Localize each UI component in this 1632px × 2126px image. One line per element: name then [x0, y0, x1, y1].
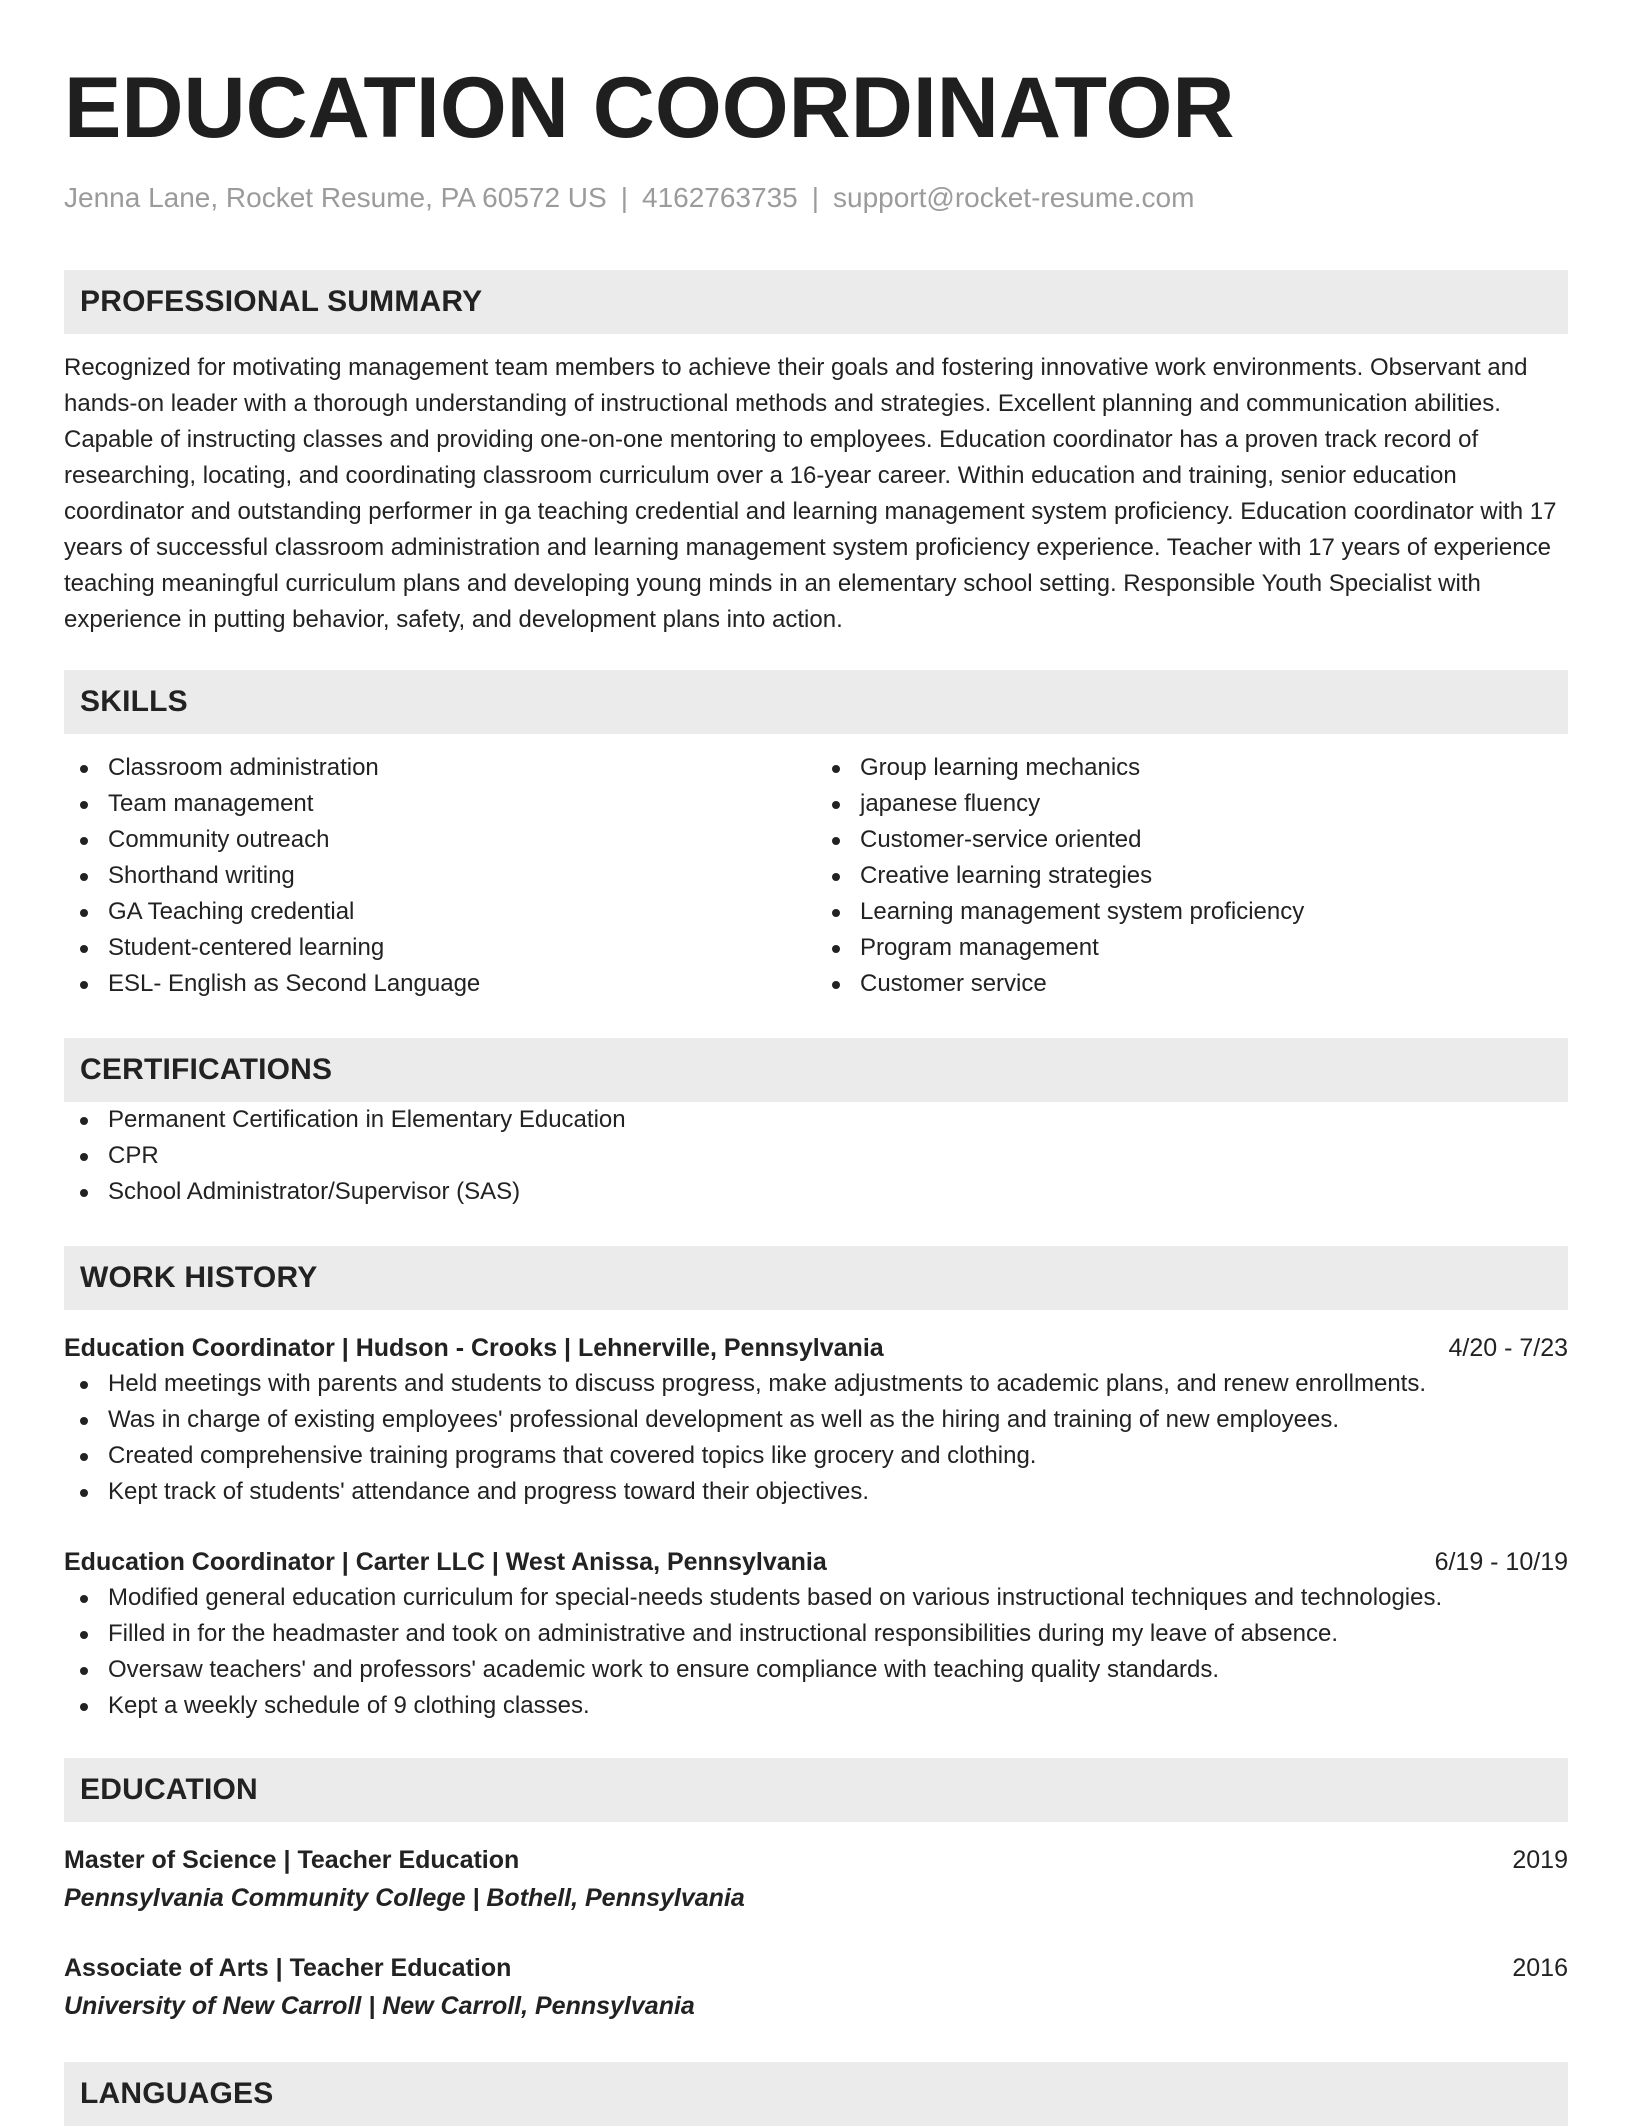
list-item: Student-centered learning: [64, 930, 816, 966]
skills-list: [64, 750, 1568, 1002]
list-item: Program management: [816, 930, 1568, 966]
section-heading-summary: PROFESSIONAL SUMMARY: [64, 270, 1568, 334]
list-item: Created comprehensive training programs that covered topics like grocery and clothing.: [64, 1438, 1568, 1474]
list-item: Permanent Certification in Elementary Education: [64, 1102, 1568, 1138]
job-entry-header: [64, 1330, 1568, 1366]
degree-title: Master of Science | Teacher Education: [64, 1846, 520, 1874]
degree-title: Associate of Arts | Teacher Education: [64, 1954, 512, 1982]
list-item: Customer service: [816, 966, 1568, 1002]
job-bullets: [64, 1366, 1568, 1510]
list-item: Held meetings with parents and students to discuss progress, make adjustments to academic plans, and renew enrollments.: [64, 1366, 1568, 1402]
job-dates: 6/19 - 10/19: [1434, 1548, 1568, 1576]
contact-phone: 4162763735: [642, 182, 798, 213]
list-item: Learning management system proficiency: [816, 894, 1568, 930]
page-title: EDUCATION COORDINATOR: [64, 60, 1235, 156]
list-item: Classroom administration: [64, 750, 816, 786]
education-entry-header: [64, 1950, 1568, 1986]
contact-separator: |: [811, 182, 820, 213]
list-item: Was in charge of existing employees' professional development as well as the hiring and training of new employees.: [64, 1402, 1568, 1438]
contact-separator: |: [620, 182, 628, 213]
job-entry-header: [64, 1544, 1568, 1580]
degree-year: 2019: [1512, 1846, 1568, 1874]
list-item: Kept a weekly schedule of 9 clothing classes.: [64, 1688, 1568, 1724]
list-item: Kept track of students' attendance and progress toward their objectives.: [64, 1474, 1568, 1510]
list-item: ESL- English as Second Language: [64, 966, 816, 1002]
certifications-list: [64, 1102, 1568, 1210]
degree-year: 2016: [1512, 1954, 1568, 1982]
list-item: GA Teaching credential: [64, 894, 816, 930]
list-item: School Administrator/Supervisor (SAS): [64, 1174, 1568, 1210]
job-title: Education Coordinator | Carter LLC | West Anissa, Pennsylvania: [64, 1548, 827, 1576]
list-item: Shorthand writing: [64, 858, 816, 894]
skills-column-right: [816, 750, 1568, 1002]
list-item: Modified general education curriculum for special-needs students based on various instructional techniques and technologies.: [64, 1580, 1568, 1616]
summary-text: Recognized for motivating management team members to achieve their goals and fostering innovative work environments. Observant and hands-on leader with a thorough understanding of instructional methods and strategies. Excellent planning and communication abilities. Capable of instructing classes and providing one-on-one mentoring to employees. Education coordinator has a proven track record of researching, locating, and coordinating classroom curriculum over a 16-year career. Within education and training, senior education coordinator and outstanding performer in ga teaching credential and learning management system proficiency. Education coordinator with 17 years of successful classroom administration and learning management system proficiency experience. Teacher with 17 years of experience teaching meaningful curriculum plans and developing young minds in an elementary school setting. Responsible Youth Specialist with experience in putting behavior, safety, and development plans into action.: [64, 354, 1557, 633]
section-heading-education: EDUCATION: [64, 1758, 1568, 1822]
school-name: Pennsylvania Community College | Bothell, Pennsylvania: [64, 1884, 745, 1912]
section-heading-work-history: WORK HISTORY: [64, 1246, 1568, 1310]
list-item: Community outreach: [64, 822, 816, 858]
section-heading-skills: SKILLS: [64, 670, 1568, 734]
contact-line: [64, 178, 1568, 218]
school-name: University of New Carroll | New Carroll, Pennsylvania: [64, 1992, 695, 2020]
list-item: Group learning mechanics: [816, 750, 1568, 786]
contact-address: Jenna Lane, Rocket Resume, PA 60572 US: [64, 182, 607, 213]
skills-column-left: [64, 750, 816, 1002]
education-entry-header: [64, 1842, 1568, 1878]
job-title: Education Coordinator | Hudson - Crooks | Lehnerville, Pennsylvania: [64, 1334, 884, 1362]
list-item: Filled in for the headmaster and took on administrative and instructional responsibilities during my leave of absence.: [64, 1616, 1568, 1652]
list-item: Customer-service oriented: [816, 822, 1568, 858]
list-item: Oversaw teachers' and professors' academic work to ensure compliance with teaching quality standards.: [64, 1652, 1568, 1688]
contact-email[interactable]: support@rocket-resume.com: [833, 182, 1195, 213]
job-bullets: [64, 1580, 1568, 1724]
section-heading-languages: LANGUAGES: [64, 2062, 1568, 2126]
list-item: japanese fluency: [816, 786, 1568, 822]
section-heading-certifications: CERTIFICATIONS: [64, 1038, 1568, 1102]
list-item: Creative learning strategies: [816, 858, 1568, 894]
job-dates: 4/20 - 7/23: [1448, 1334, 1568, 1362]
list-item: CPR: [64, 1138, 1568, 1174]
list-item: Team management: [64, 786, 816, 822]
